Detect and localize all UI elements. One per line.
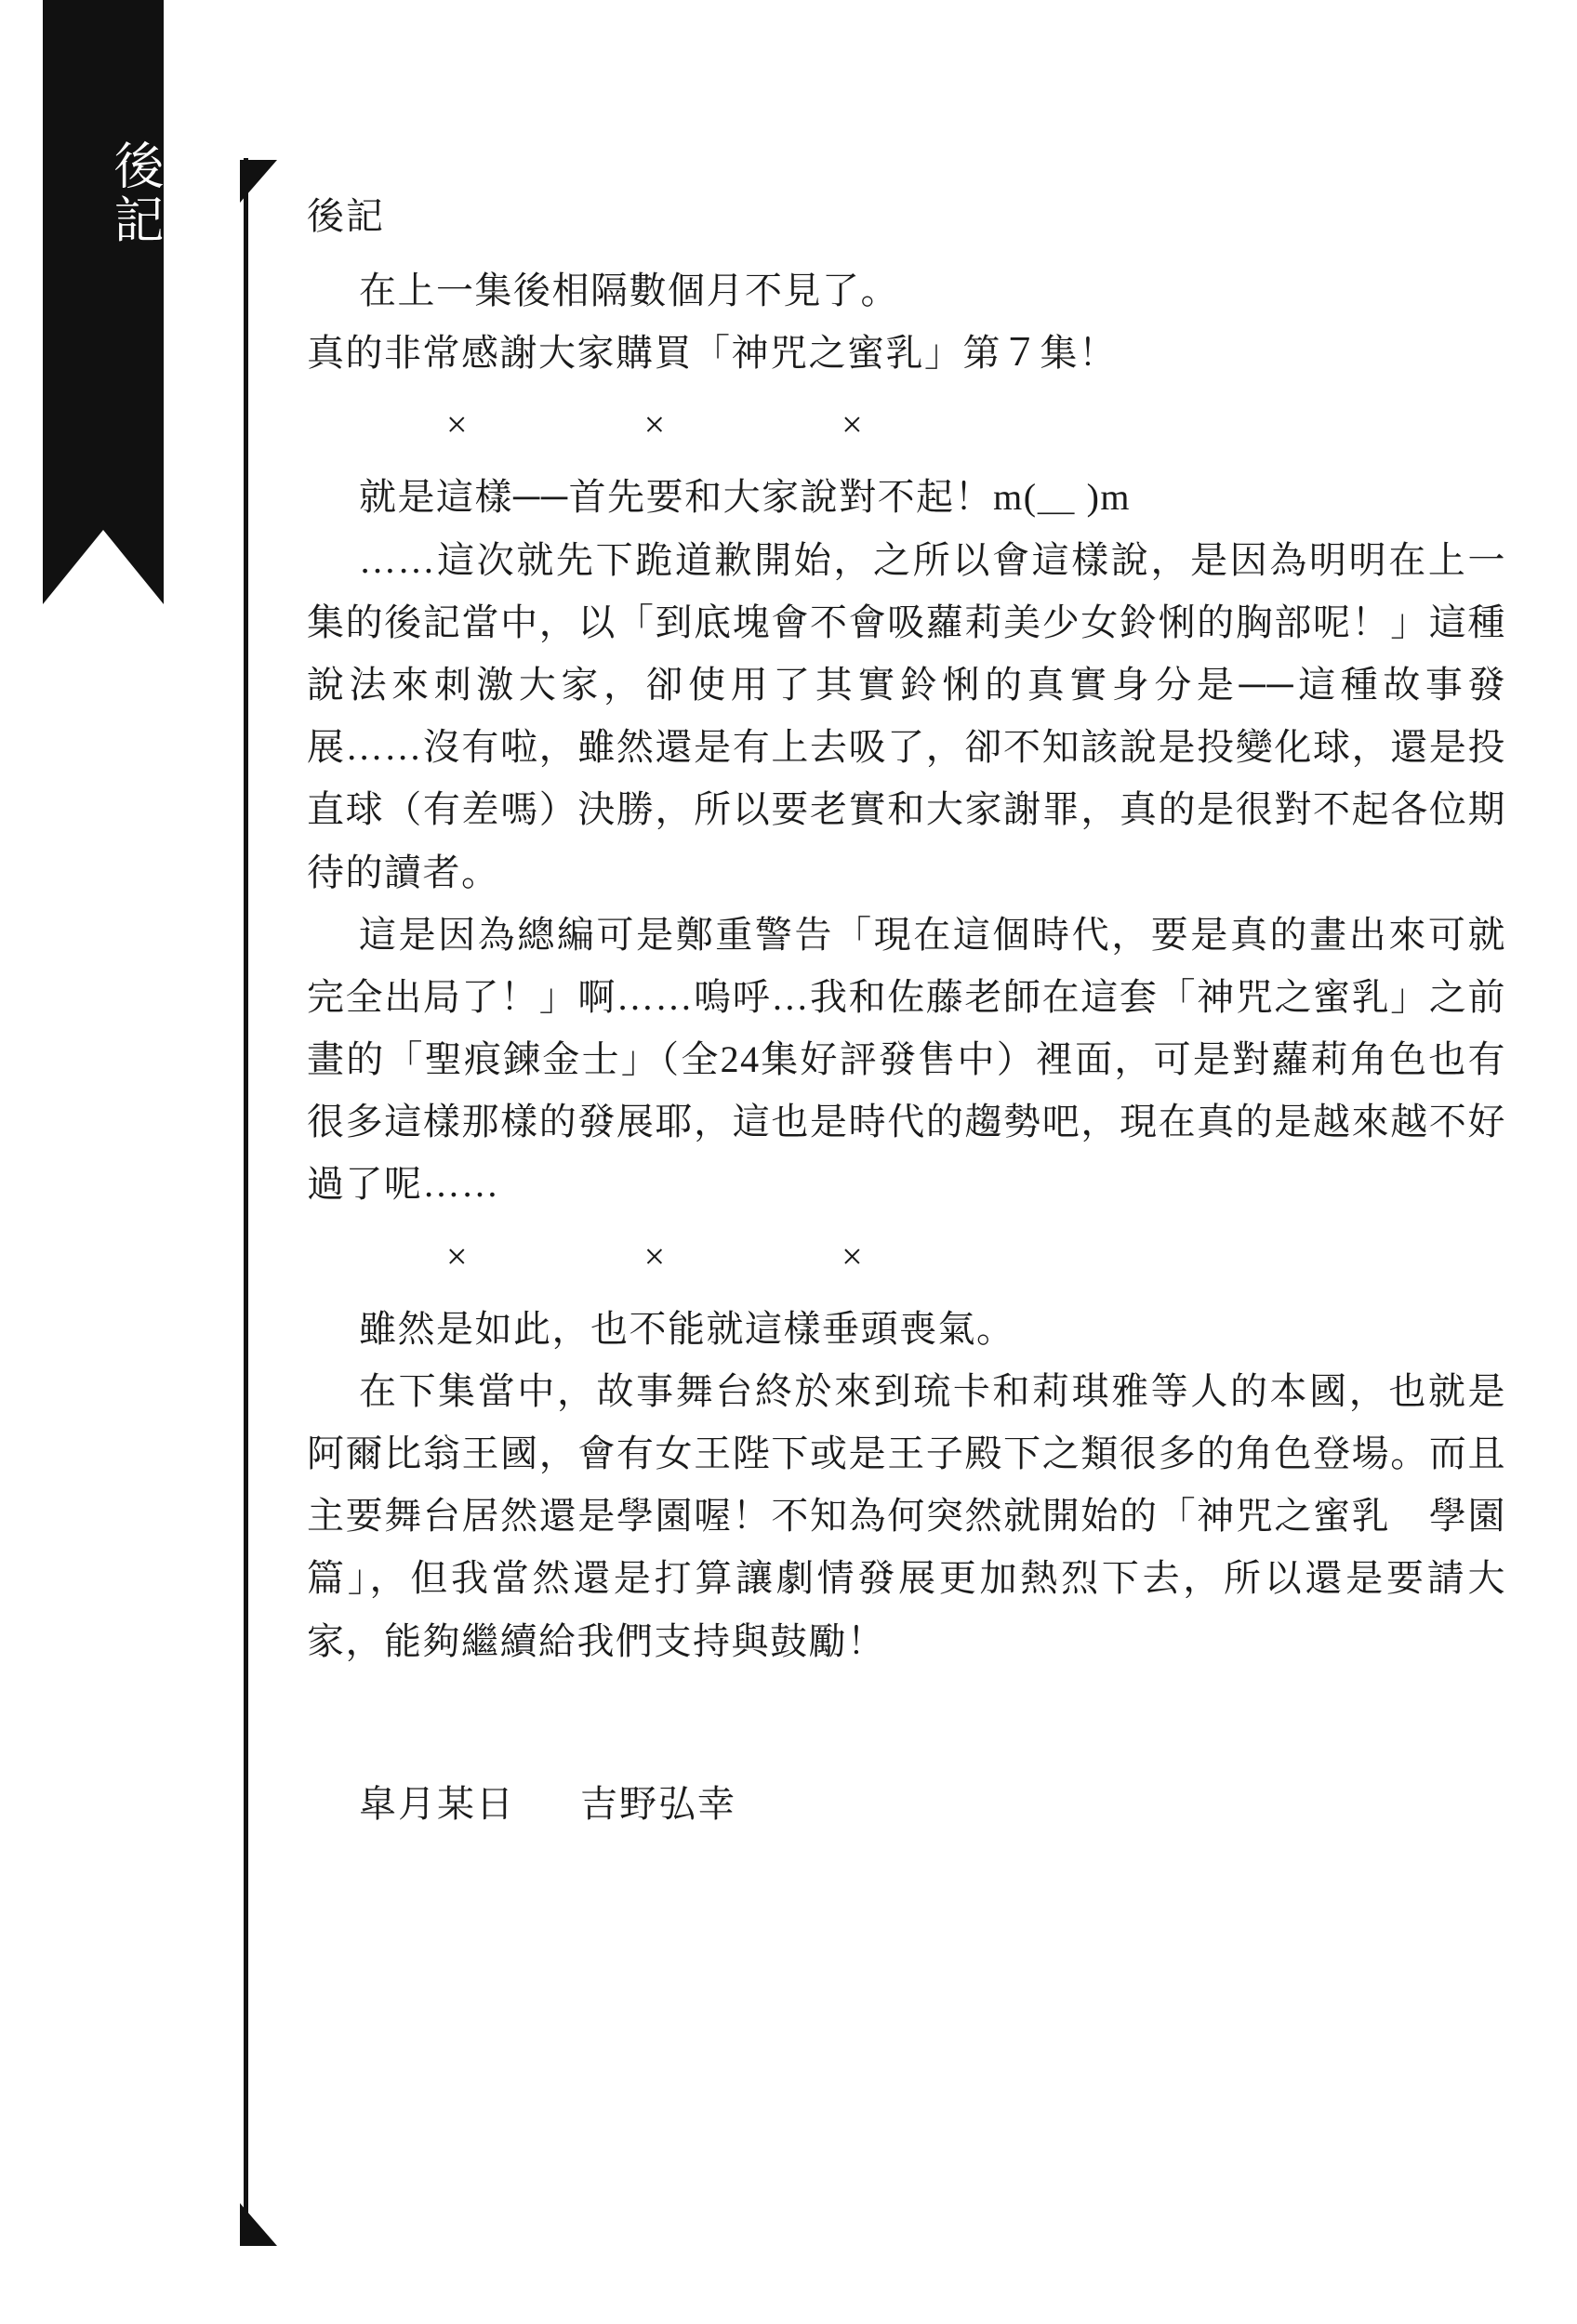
afterword-paragraph: 真的非常感謝大家購買「神咒之蜜乳」第７集！ [307,332,1118,375]
afterword-paragraph: 就是這樣──首先要和大家說對不起！m(＿ )m [359,476,1132,519]
vertical-divider-rule [244,158,248,2246]
tab-banner-label: 後記 [107,139,163,247]
afterword-paragraph: 雖然是如此，也不能就這樣垂頭喪氣。 [359,1307,1015,1350]
afterword-paragraph: 在下集當中，故事舞台終於來到琉卡和莉琪雅等人的本國，也就是阿爾比翁王國，會有女王陛下或是王子殿下之類很多的角色登場。而且主要舞台居然還是學園喔！不知為何突然就開始的「神咒之蜜乳 學園篇」，但我當然還是打算讓劇情發展更加熱烈下去，所以還是要請大家，能夠繼續給我們支持與鼓勵！ [307,1369,1506,1662]
afterword-title: 後記 [307,195,385,237]
afterword-paragraph: 在上一集後相隔數個月不見了。 [359,270,899,311]
signature-author: 吉野弘幸 [580,1782,736,1825]
tab-banner-body [43,0,164,530]
afterword-paragraph: 這是因為總編可是鄭重警告「現在這個時代，要是真的畫出來可就完全出局了！」啊……嗚呼…我和佐藤老師在這套「神咒之蜜乳」之前畫的「聖痕鍊金士」（全24集好評發售中）裡面，可是對蘿莉角色也有很多這樣那樣的發展耶，這也是時代的趨勢吧，現在真的是越來越不好過了呢…… [307,913,1506,1206]
signature-date: 皐月某日 [359,1782,515,1825]
separator-mark: × [446,1235,468,1277]
separator-mark: × [643,1235,666,1277]
section-separator [307,393,1506,456]
afterword-signature [307,1775,1506,1828]
afterword-paragraph: ……這次就先下跪道歉開始，之所以會這樣說，是因為明明在上一集的後記當中，以「到底塊會不會吸蘿莉美少女鈴悧的胸部呢！」這種說法來刺激大家，卻使用了其實鈴悧的真實身分是──這種故事發展……沒有啦，雖然還是有上去吸了，卻不知該說是投變化球，還是投直球（有差嗎）決勝，所以要老實和大家謝罪，真的是很對不起各位期待的讀者。 [307,538,1506,893]
separator-mark: × [446,403,468,446]
vertical-tab-banner [43,0,164,604]
section-separator [307,1225,1506,1288]
separator-mark: × [842,1235,863,1277]
divider-top-arrow-icon [240,160,277,203]
separator-mark: × [842,403,863,446]
afterword-text-column [307,191,1506,1828]
separator-mark: × [643,403,666,446]
divider-bottom-arrow-icon [240,2203,277,2246]
tab-banner-notch [43,530,164,604]
